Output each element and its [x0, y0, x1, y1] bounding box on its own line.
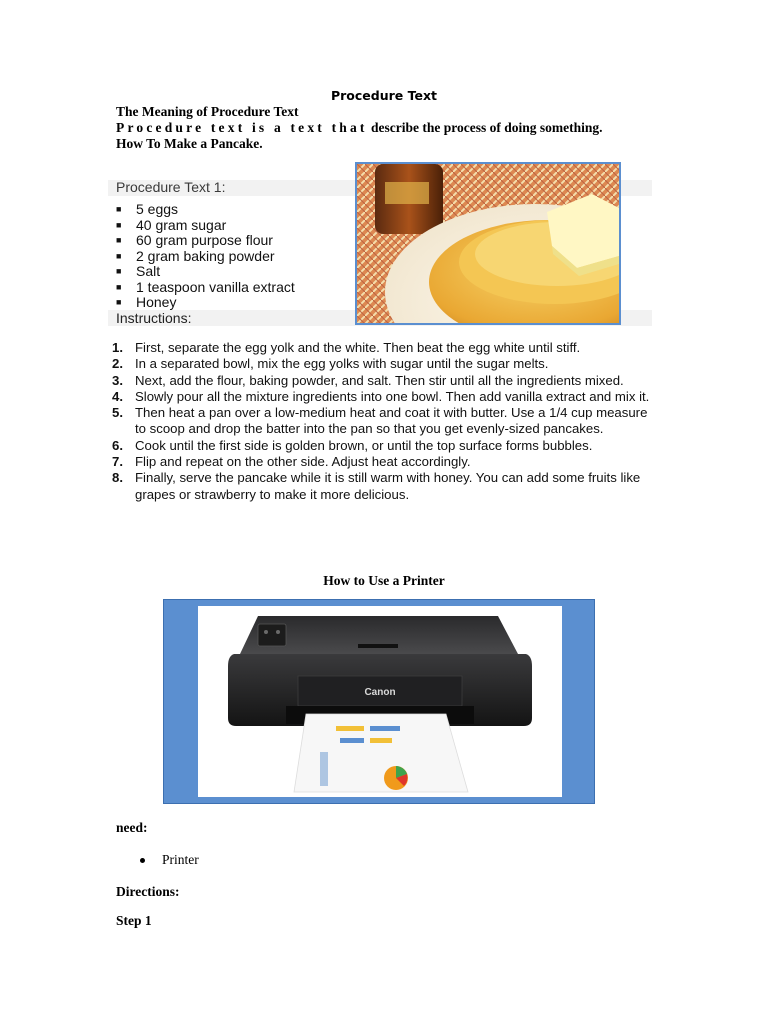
ingredient-item: ■ 40 gram sugar	[116, 216, 227, 233]
printer-heading: How to Use a Printer	[323, 573, 445, 588]
procedure-title: Procedure Text 1:	[116, 179, 226, 195]
meaning-heading: The Meaning of Procedure Text	[116, 104, 299, 119]
square-bullet-icon: ■	[116, 281, 122, 292]
instructions-label: Instructions:	[116, 310, 192, 326]
document-title: Procedure Text	[330, 88, 438, 103]
definition-spaced-text: Procedure text is a text that	[116, 120, 368, 135]
step-item: 4. Slowly pour all the mixture ingredients into one bowl. Then add vanilla extract and mix it.	[112, 388, 650, 404]
step-item: 8. Finally, serve the pancake while it is still warm with honey. You can add some fruits like grapes or strawberry to make it more delicious.	[112, 470, 641, 502]
ingredient-item: ■ 60 gram purpose flour	[116, 232, 273, 248]
step-item: 6. Cook until the first side is golden brown, or until the top surface forms bubbles.	[112, 437, 593, 453]
step-item: 5. Then heat a pan over a low-medium heat and coat it with butter. Use a 1/4 cup measure to scoop and drop the batter into the pan so that you get evenly-sized pancakes.	[112, 405, 648, 437]
ingredient-item: ■ 5 eggs	[116, 201, 179, 217]
pancake-illustration	[357, 164, 619, 323]
brand-label: Canon	[364, 687, 396, 698]
instruction-steps	[112, 340, 657, 503]
ingredient-item: ■ 2 gram baking powder	[116, 247, 275, 264]
printer-illustration	[198, 606, 562, 797]
step-item: 7. Flip and repeat on the other side. Adjust heat accordingly.	[112, 454, 471, 470]
howto-pancake-heading: How To Make a Pancake.	[116, 136, 263, 151]
square-bullet-icon: ■	[116, 297, 122, 307]
need-list	[138, 852, 199, 868]
ingredient-item: ■ Honey	[116, 294, 177, 310]
definition-rest-text: describe the process of doing something.	[371, 120, 603, 135]
round-bullet-icon	[140, 858, 145, 863]
square-bullet-icon: ■	[116, 204, 122, 214]
ingredient-item: ■ Salt	[116, 263, 161, 279]
square-bullet-icon: ■	[116, 250, 122, 261]
directions-label: Directions:	[116, 884, 180, 899]
step1-label: Step 1	[116, 913, 152, 928]
square-bullet-icon: ■	[116, 219, 122, 230]
step-item: 2. In a separated bowl, mix the egg yolks with sugar until the sugar melts.	[112, 356, 549, 372]
step-item: 3. Next, add the flour, baking powder, and salt. Then stir until all the ingredients mixed.	[112, 372, 624, 388]
square-bullet-icon: ■	[116, 235, 122, 245]
printer-image	[163, 599, 595, 804]
need-item: Printer	[138, 852, 199, 868]
ingredient-list	[116, 202, 295, 311]
printer-photo	[198, 606, 562, 797]
step-item: 1. First, separate the egg yolk and the white. Then beat the egg white until stiff.	[112, 340, 581, 355]
need-label: need:	[116, 820, 148, 835]
definition-line	[116, 120, 603, 136]
square-bullet-icon: ■	[116, 266, 122, 276]
ingredient-item: ■ 1 teaspoon vanilla extract	[116, 278, 295, 295]
pancake-image	[355, 162, 621, 325]
